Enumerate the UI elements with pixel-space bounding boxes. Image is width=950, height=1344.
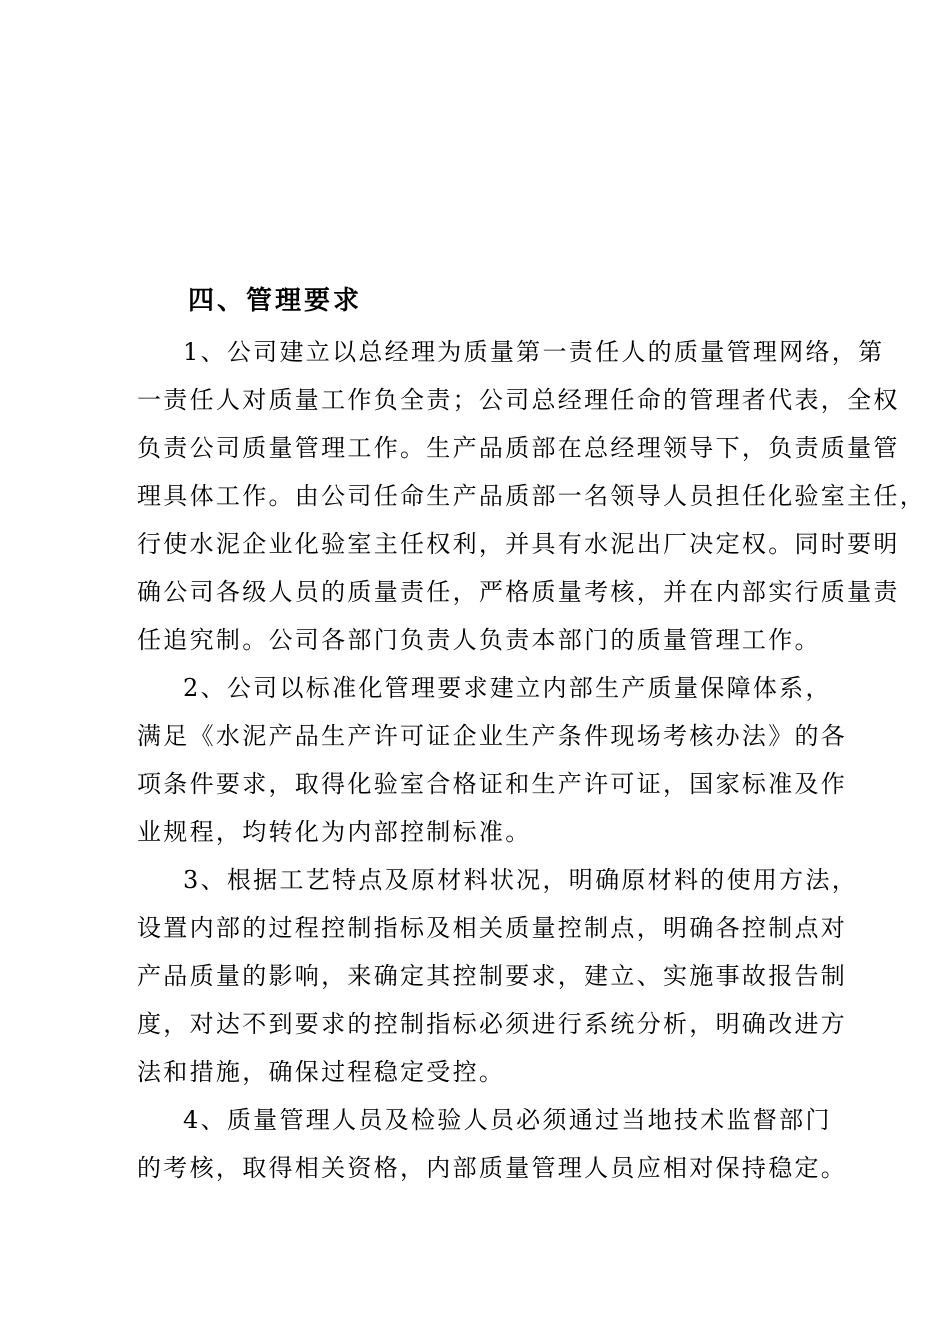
paragraph-1 bbox=[137, 328, 926, 664]
paragraph-line: 设置内部的过程控制指标及相关质量控制点，明确各控制点对 bbox=[137, 914, 848, 942]
paragraph-line: 理具体工作。由公司任命生产品质部一名领导人员担任化验室主任， bbox=[137, 482, 926, 510]
paragraph-line: 任追究制。公司各部门负责人负责本部门的质量管理工作。 bbox=[137, 626, 821, 654]
paragraph-line: 的考核，取得相关资格，内部质量管理人员应相对保持稳定。 bbox=[137, 1154, 848, 1182]
paragraph-line: 行使水泥企业化验室主任权利，并具有水泥出厂决定权。同时要明 bbox=[137, 530, 900, 558]
paragraph-line: 负责公司质量管理工作。生产品质部在总经理领导下，负责质量管 bbox=[137, 434, 900, 462]
paragraph-line: 1、公司建立以总经理为质量第一责任人的质量管理网络，第 bbox=[183, 338, 885, 366]
paragraph-line: 满足《水泥产品生产许可证企业生产条件现场考核办法》的各 bbox=[137, 722, 848, 750]
paragraph-line: 业规程，均转化为内部控制标准。 bbox=[137, 818, 532, 846]
paragraph-line: 3、根据工艺特点及原材料状况，明确原材料的使用方法， bbox=[183, 866, 859, 894]
paragraph-3 bbox=[137, 856, 859, 1096]
paragraph-line: 一责任人对质量工作负全责；公司总经理任命的管理者代表，全权 bbox=[137, 386, 900, 414]
paragraph-line: 4、质量管理人员及检验人员必须通过当地技术监督部门 bbox=[183, 1106, 832, 1134]
paragraph-line: 产品质量的影响，来确定其控制要求，建立、实施事故报告制 bbox=[137, 962, 848, 990]
paragraph-line: 法和措施，确保过程稳定受控。 bbox=[137, 1058, 506, 1086]
paragraph-line: 度，对达不到要求的控制指标必须进行系统分析，明确改进方 bbox=[137, 1010, 848, 1038]
section-heading: 四、管理要求 bbox=[188, 286, 363, 316]
paragraph-2 bbox=[137, 664, 848, 856]
paragraph-line: 2、公司以标准化管理要求建立内部生产质量保障体系， bbox=[183, 674, 832, 702]
paragraph-line: 项条件要求，取得化验室合格证和生产许可证，国家标准及作 bbox=[137, 770, 848, 798]
paragraph-line: 确公司各级人员的质量责任，严格质量考核，并在内部实行质量责 bbox=[137, 578, 900, 606]
paragraph-4 bbox=[137, 1096, 848, 1192]
